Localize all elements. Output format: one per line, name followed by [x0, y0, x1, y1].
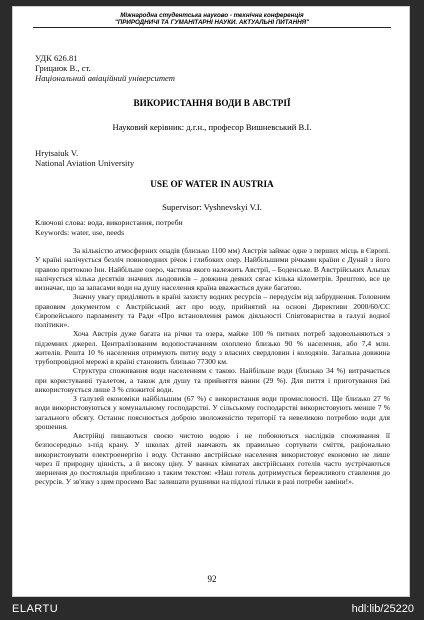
paragraph: Значну увагу приділяють в країні захисту водних ресурсів – передусім від забруднення. Головним правовим документом є Австрійський акт про воду, прийнятий на основі Директиви 2000/60/СС Європейського парламенту та Ради «Про встановлення рамок діяльності Співтовариства в галузі водної політики». [35, 292, 390, 329]
footer-repository-name[interactable]: ELARTU [12, 603, 59, 615]
affiliation-en: National Aviation University [35, 158, 135, 168]
footer-handle[interactable]: hdl:lib/25220 [351, 603, 414, 615]
udk-code: УДК 626.81 [35, 53, 78, 63]
paragraph: Структура споживання води населенням є такою. Найбільше води (близько 34 %) витрачається при користуванні туалетом, а також для душу та прийняття ванни (29 %). Для пиття і приготування їжі використовується лише 3 % спожитої води. [35, 366, 390, 394]
paragraph: За кількістю атмосферних опадів (близько 1100 мм) Австрія займає одне з перших місць в Європі. У країні налічується безліч повноводних річок і глибоких озер. Найбільшими річками країни є Дунай з його правою притокою Інн. Найбільше озеро, частина якого належить Австрії, – Боденське. В Австрійських Альпах налічується кілька десятків значних льодовиків – довжина деяких сягає кілька кілометрів. Зрештою, все це визначає, що за запасами води на душу населення країна вважається дуже багатою. [35, 246, 390, 292]
supervisor-en: Supervisor: Vyshnevskyi V.I. [162, 202, 262, 212]
author-en: Hrytsaiuk V. [35, 148, 79, 158]
title-en: USE OF WATER IN AUSTRIA [150, 179, 274, 189]
repository-footer [0, 600, 424, 620]
paragraph: З галузей економіки найбільшим (67 %) є використання води промисловості. Ще близько 27 % води використовуються у комунальному господарстві. У сільському господарстві використовують менше 7 % загального обсягу. Останнє пояснюється доброю зволоженістю території та невеликою потребою води для зрошення. [35, 394, 390, 431]
conference-header [33, 12, 391, 28]
page-number: 92 [207, 574, 217, 584]
author-ua: Грицаюк В., ст. [35, 63, 91, 73]
affiliation-ua: Національний авіаційний університет [35, 73, 175, 83]
conference-header-line1: Міжнародна студентська науково - технічна конференція [120, 12, 304, 19]
document-page [12, 6, 410, 597]
keywords-ua: Ключові слова: вода, використання, потреби [35, 218, 183, 227]
paragraph: Австрійці пишаються своєю чистою водою і не побоюються наслідків споживання її безпосередньо з-під крану. У школах дітей навчають як правильно сортувати сміття, раціонально використовувати електроенергію і воду. Останню австрійське населення використовує економно не лише через її природну цінність, а й високу ціну. У ваннах кімнатах австрійських готелів часто зустрічаються звернення до постояльців приблизно з таким текстом: «Наш готель дотримується бережливого ставлення до ресурсів. У зв'язку з цим просимо Вас залишати рушники на підлозі тільки в разі потреби заміни!». [35, 431, 390, 487]
body-text [35, 246, 390, 487]
title-ua: ВИКОРИСТАННЯ ВОДИ В АВСТРІЇ [133, 98, 291, 108]
supervisor-ua: Науковий керівник: д.г.н., професор Вишневський В.І. [112, 122, 312, 132]
conference-header-line2: "ПРИРОДНИЧІ ТА ГУМАНІТАРНІ НАУКИ. АКТУАЛЬНІ ПИТАННЯ" [114, 19, 310, 26]
paragraph: Хоча Австрія дуже багата на річки та озера, майже 100 % питних потреб задовольняються з підземних джерел. Централізованим водопостачанням охоплено близько 90 % населення, або 7,4 млн. жителів. Решта 10 % населення отримують питну воду з власних свердловин і колодязів. Загальна довжина трубопровідної мережі в країні становить близько 77300 км. [35, 329, 390, 366]
keywords-en: Keywords: water, use, needs [35, 228, 125, 237]
